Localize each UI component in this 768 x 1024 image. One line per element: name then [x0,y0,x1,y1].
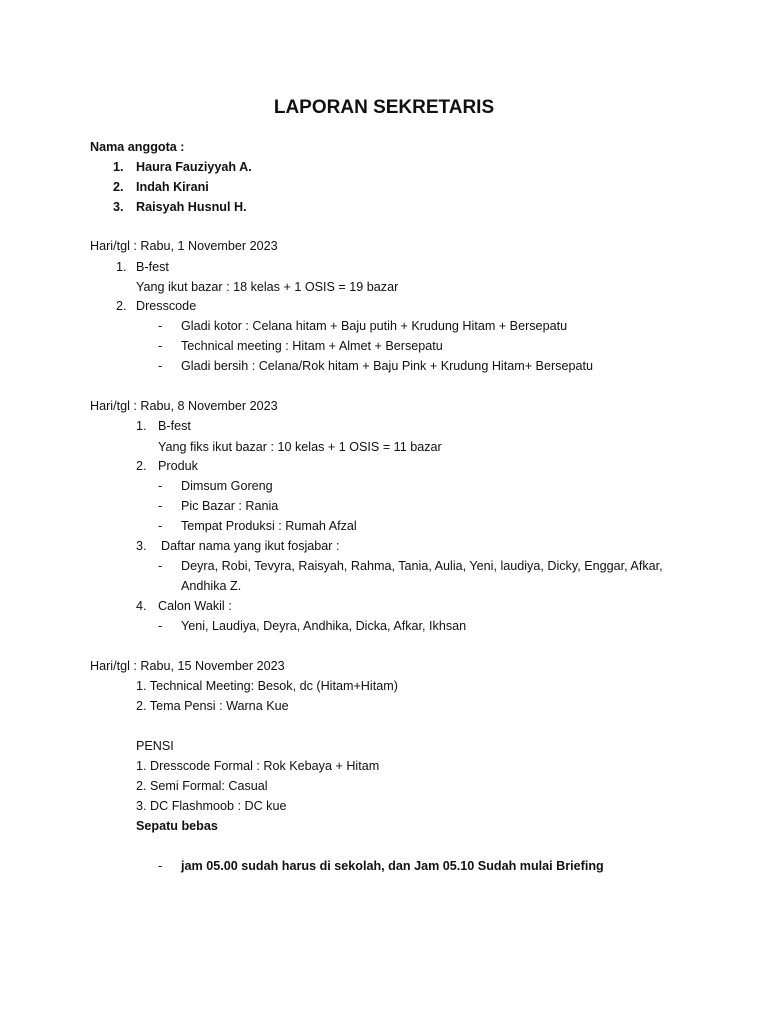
list-item: Dresscode [136,299,197,313]
list-item: Daftar nama yang ikut fosjabar : [161,539,340,553]
bullet-dash: - [158,619,163,633]
bullet-dash: - [158,479,163,493]
member-name: Haura Fauziyyah A. [136,160,252,174]
bullet-dash: - [158,499,163,513]
section-heading: PENSI [136,739,174,753]
list-item: B-fest [136,260,169,274]
meeting-date: Hari/tgl : Rabu, 15 November 2023 [90,659,285,673]
meeting-date: Hari/tgl : Rabu, 8 November 2023 [90,399,278,413]
list-item: B-fest [158,419,191,433]
sub-item: Gladi bersih : Celana/Rok hitam + Baju Pink + Krudung Hitam+ Bersepatu [181,359,593,373]
bullet-dash: - [158,359,163,373]
sub-item-continuation: Andhika Z. [181,579,242,593]
bullet-dash: - [158,859,163,873]
list-number: 4. [136,599,147,613]
list-item: Calon Wakil : [158,599,232,613]
sub-item: Technical meeting : Hitam + Almet + Bersepatu [181,339,443,353]
list-number: 3. [136,539,147,553]
bullet-dash: - [158,559,163,573]
sub-item: Dimsum Goreng [181,479,273,493]
document-title: LAPORAN SEKRETARIS [273,97,495,118]
note-bold: Sepatu bebas [136,819,218,833]
list-item: 1. Technical Meeting: Besok, dc (Hitam+Hitam) [136,679,398,693]
sub-item: Gladi kotor : Celana hitam + Baju putih + Krudung Hitam + Bersepatu [181,319,568,333]
final-note: jam 05.00 sudah harus di sekolah, dan Jam 05.10 Sudah mulai Briefing [181,859,604,873]
sub-item: Yeni, Laudiya, Deyra, Andhika, Dicka, Afkar, Ikhsan [181,619,467,633]
list-number: 2. [116,299,127,313]
member-number: 1. [113,160,124,174]
sub-item: Deyra, Robi, Tevyra, Raisyah, Rahma, Tania, Aulia, Yeni, laudiya, Dicky, Enggar, Afkar, [181,559,663,573]
list-item: Produk [158,459,198,473]
bullet-dash: - [158,319,163,333]
list-item-detail: Yang fiks ikut bazar : 10 kelas + 1 OSIS = 11 bazar [158,440,442,454]
list-item: 2. Semi Formal: Casual [136,779,268,793]
sub-item: Pic Bazar : Rania [181,499,279,513]
list-item-detail: Yang ikut bazar : 18 kelas + 1 OSIS = 19 bazar [136,280,399,294]
member-name: Raisyah Husnul H. [136,200,247,214]
list-number: 1. [116,260,127,274]
list-number: 2. [136,459,147,473]
list-item: 2. Tema Pensi : Warna Kue [136,699,289,713]
sub-item: Tempat Produksi : Rumah Afzal [181,519,357,533]
list-item: 1. Dresscode Formal : Rok Kebaya + Hitam [136,759,380,773]
list-number: 1. [136,419,147,433]
member-name: Indah Kirani [136,180,209,194]
bullet-dash: - [158,519,163,533]
bullet-dash: - [158,339,163,353]
members-heading: Nama anggota : [90,140,185,154]
member-number: 3. [113,200,124,214]
meeting-date: Hari/tgl : Rabu, 1 November 2023 [90,239,278,253]
list-item: 3. DC Flashmoob : DC kue [136,799,287,813]
member-number: 2. [113,180,124,194]
